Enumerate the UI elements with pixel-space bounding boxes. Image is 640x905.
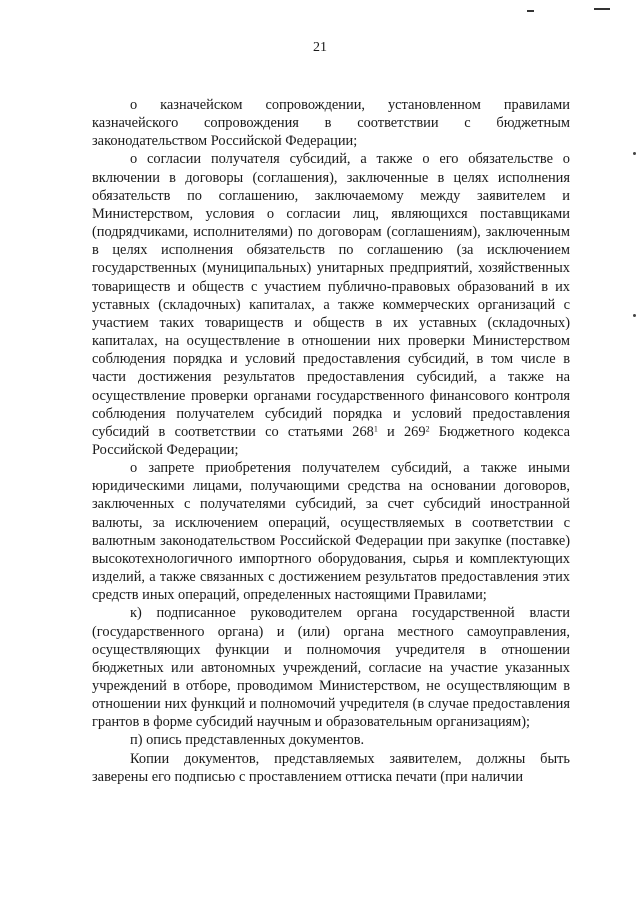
paragraph-consent-audit-text: о согласии получателя субсидий, а также о его обязательстве о включении в договоры (соглашения), заключенные в целях исполнения обязательств по соглашению, заключаемому между заявителем и Министерством, условия о согласии лиц, являющихся поставщиками (подрядчиками, исполнителями) по договорам (соглашениям), заключенным в целях исполнения обязательств по соглашению (за исключением государственных (муниципальных) унитарных предприятий, хозяйственных товариществ и обществ с участием публично-правовых образований в их уставных (складочных) капиталах, а также коммерческих организаций с участием таких товариществ и обществ в их уставных (складочных) капиталах, на осуществление в отношении них проверки Министерством соблюдения порядка и условий предоставления субсидий, в том числе в части достижения результатов предоставления субсидий, а также на осуществление проверки органами государственного финансового контроля соблюдения получателем субсидий порядка и условий предоставления субсидий в соответствии со статьями 268 (92, 151, 570, 440)
article-superscript-1: 1 (373, 424, 378, 434)
scan-edge-dot-top (633, 152, 636, 155)
paragraph-consent-audit-tail: Бюджетного кодекса Российской Федерации; (92, 423, 570, 458)
page-number: 21 (313, 40, 327, 55)
scan-mark-left (527, 10, 534, 12)
document-body (92, 96, 570, 786)
paragraph-item-k: к) подписанное руководителем органа государственной власти (государственного органа) и (или) органа местного самоуправления, осуществляющих функции и полномочия учредителя в отношении бюджетных или автономных учреждений, согласие на участие указанных учреждений в отборе, проводимом Министерством, не осуществляющим в отношении них функций и полномочий учредителя (в случае предоставления грантов в форме субсидий научным и образовательным организациям); (92, 605, 570, 731)
paragraph-item-p: п) опись представленных документов. (130, 732, 365, 749)
paragraph-currency-ban: о запрете приобретения получателем субсидий, а также иными юридическими лицами, получающими средства на основании договоров, заключенных с получателями субсидий, за счет субсидий иностранной валюты, за исключением операций, осуществляемых в соответствии с валютным законодательством Российской Федерации при закупке (поставке) высокотехнологичного импортного оборудования, сырья и комплектующих изделий, а также связанных с достижением результатов предоставления этих средств иных операций, определенных настоящими Правилами; (92, 460, 570, 604)
paragraph-consent-audit (92, 150, 570, 459)
scan-mark-right (594, 8, 610, 10)
paragraph-copies: Копии документов, представляемых заявителем, должны быть заверены его подписью с проставлением оттиска печати (при наличии (92, 750, 570, 785)
scan-edge-dot-bottom (633, 314, 636, 317)
article-superscript-2: 2 (425, 424, 430, 434)
paragraph-consent-audit-mid: и 269 (377, 423, 426, 440)
paragraph-treasury-support: о казначейском сопровождении, установленном правилами казначейского сопровождения в соответствии с бюджетным законодательством Российской Федерации; (92, 97, 570, 150)
